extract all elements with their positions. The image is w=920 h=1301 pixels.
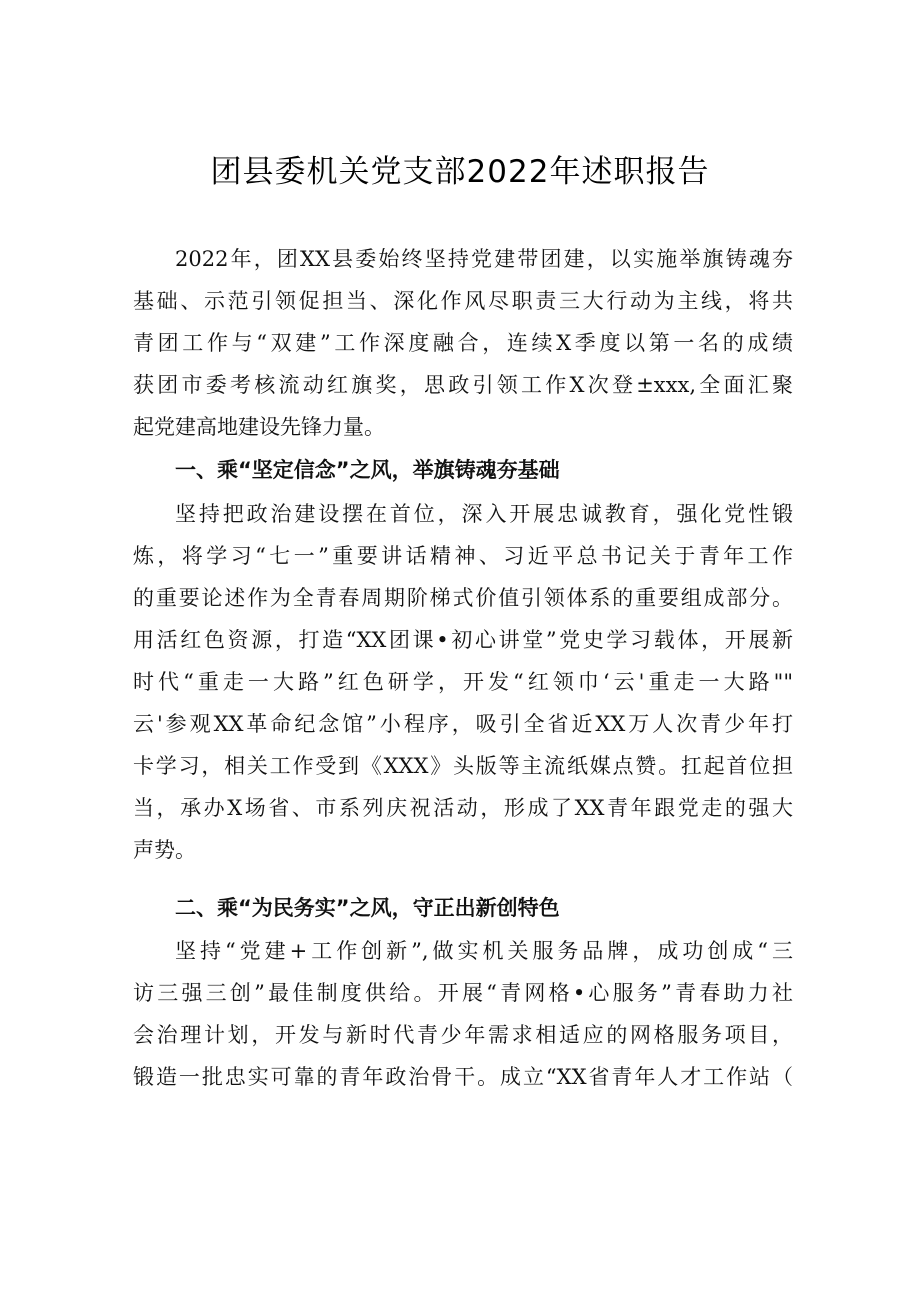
section-heading-1: 一、乘“坚定信念”之风，举旗铸魂夯基础 [175, 458, 560, 482]
section1-line: 卡学习，相关工作受到《XXX》头版等主流纸媒点赞。扛起首位担 [133, 754, 793, 778]
intro-line: 基础、示范引领促担当、深化作风尽职责三大行动为主线，将共 [133, 289, 793, 313]
section1-line: 用活红色资源，打造“XX团课•初心讲堂”党史学习载体，开展新 [133, 628, 793, 652]
section1-line: 云'参观XX革命纪念馆”小程序，吸引全省近XX万人次青少年打 [133, 712, 793, 736]
intro-line: 起党建高地建设先锋力量。 [133, 415, 385, 439]
section2-line: 访三强三创”最佳制度供给。开展“青网格•心服务”青春助力社 [133, 981, 793, 1005]
document-title: 团县委机关党支部2022年述职报告 [210, 154, 710, 190]
section1-line: 的重要论述作为全青春周期阶梯式价值引领体系的重要组成部分。 [133, 586, 793, 610]
intro-line: 2022年，团XX县委始终坚持党建带团建，以实施举旗铸魂夯 [175, 247, 793, 271]
section1-line: 当，承办X场省、市系列庆祝活动，形成了XX青年跟党走的强大 [133, 796, 793, 820]
section1-line: 声势。 [133, 838, 196, 862]
section2-line: 锻造一批忠实可靠的青年政治骨干。成立“XX省青年人才工作站（ [133, 1065, 793, 1089]
intro-line: 获团市委考核流动红旗奖，思政引领工作X次登±xxx,全面汇聚 [133, 373, 793, 397]
section2-line: 会治理计划，开发与新时代青少年需求相适应的网格服务项目， [133, 1023, 793, 1047]
section1-line: 炼，将学习“七一”重要讲话精神、习近平总书记关于青年工作 [133, 544, 793, 568]
section-heading-2: 二、乘“为民务实”之风，守正出新创特色 [175, 896, 560, 920]
section1-line: 时代“重走一大路”红色研学，开发“红领巾‘云'重走一大路"" [133, 670, 793, 694]
section1-line: 坚持把政治建设摆在首位，深入开展忠诚教育，强化党性锻 [175, 502, 793, 526]
intro-line: 青团工作与“双建”工作深度融合，连续X季度以第一名的成绩 [133, 331, 793, 355]
section2-line: 坚持“党建+工作创新”,做实机关服务品牌，成功创成“三 [175, 939, 793, 963]
